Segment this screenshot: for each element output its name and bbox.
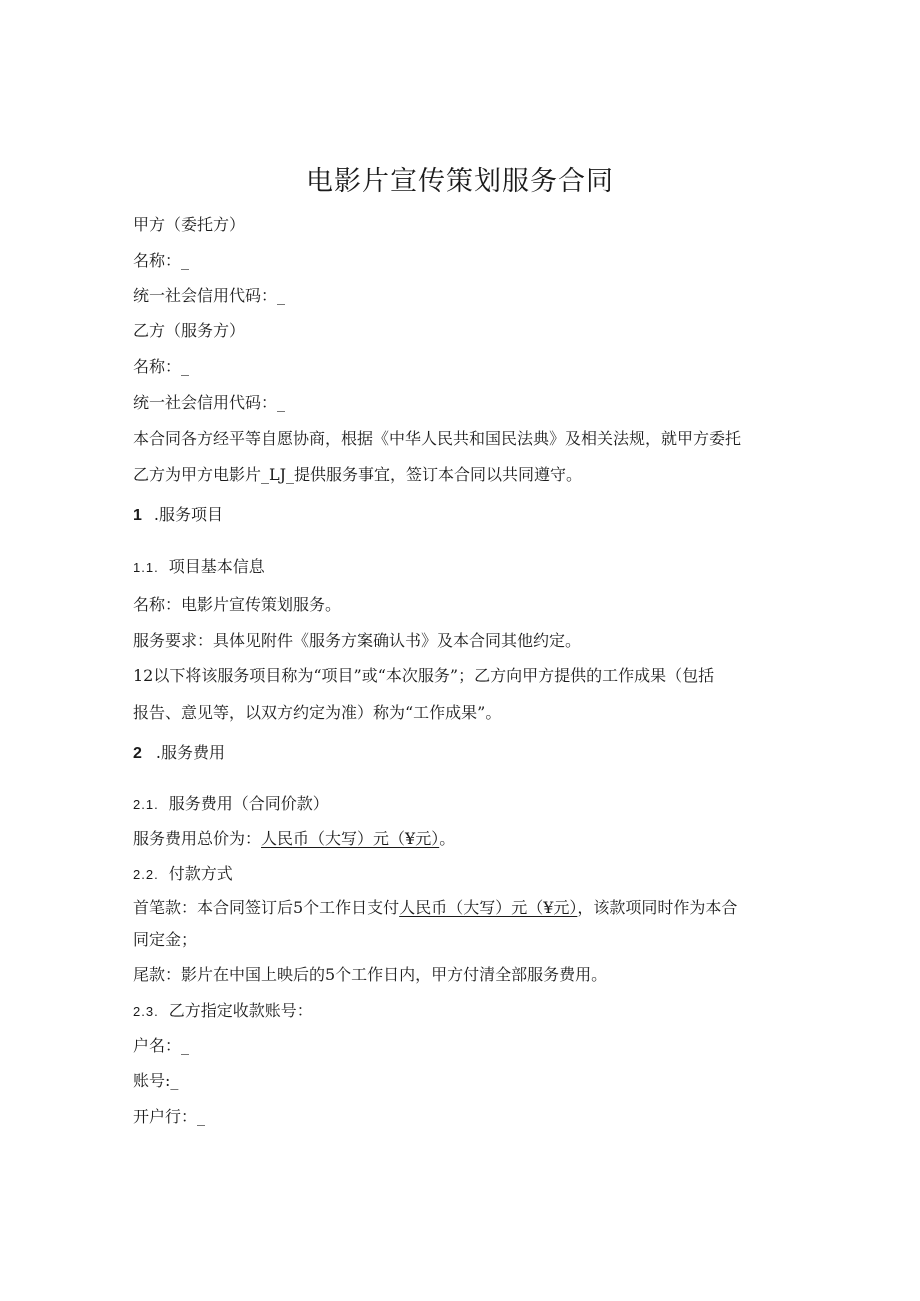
party-a-credit-code: 统一社会信用代码：_ xyxy=(133,286,286,305)
party-a-name: 名称：_ xyxy=(133,251,190,270)
subsection-1-1-title: 项目基本信息 xyxy=(168,557,265,576)
subsection-1-1-number: 1.1. xyxy=(133,560,159,575)
final-payment: 尾款：影片在中国上映后的5个工作日内，甲方付清全部服务费用。 xyxy=(133,965,608,984)
subsection-2-1-number: 2.1. xyxy=(133,797,159,812)
section-1-number: 1 xyxy=(133,507,142,524)
section-1-heading xyxy=(133,503,793,528)
subsection-1-1 xyxy=(133,555,793,580)
service-requirements: 服务要求：具体见附件《服务方案确认书》及本合同其他约定。 xyxy=(133,631,582,650)
subsection-2-2 xyxy=(133,862,793,887)
subsection-2-2-title: 付款方式 xyxy=(168,864,233,883)
section-2-heading xyxy=(133,741,793,766)
subsection-1-2-line-2: 报告、意见等，以双方约定为准）称为“工作成果”。 xyxy=(133,703,502,722)
first-payment-line-2: 同定金； xyxy=(133,930,198,949)
preamble-line-1: 本合同各方经平等自愿协商，根据《中华人民共和国民法典》及相关法规，就甲方委托 xyxy=(133,429,742,448)
party-b-heading: 乙方（服务方） xyxy=(133,321,246,340)
first-payment-amount: 人民币（大写）元（¥元） xyxy=(399,898,578,917)
document-title: 电影片宣传策划服务合同 xyxy=(306,166,614,197)
first-payment-label: 首笔款：本合同签订后5个工作日支付 xyxy=(133,898,400,917)
subsection-2-1 xyxy=(133,792,793,817)
total-fee-label: 服务费用总价为： xyxy=(133,829,262,848)
party-b-credit-code: 统一社会信用代码：_ xyxy=(133,393,286,412)
account-number: 账号:_ xyxy=(133,1071,179,1090)
subsection-1-2-line-1: 12以下将该服务项目称为“项目”或“本次服务”；乙方向甲方提供的工作成果（包括 xyxy=(133,666,715,685)
preamble-line-2: 乙方为甲方电影片_LJ_提供服务事宜，签订本合同以共同遵守。 xyxy=(133,465,583,484)
section-2-title: .服务费用 xyxy=(155,743,225,762)
party-b-name: 名称：_ xyxy=(133,357,190,376)
bank-name: 开户行：_ xyxy=(133,1107,206,1126)
total-fee-amount: 人民币（大写）元（¥元） xyxy=(261,829,440,848)
subsection-2-1-title: 服务费用（合同价款） xyxy=(168,794,329,813)
total-fee-line xyxy=(133,827,793,851)
party-a-heading: 甲方（委托方） xyxy=(133,215,246,234)
total-fee-suffix: 。 xyxy=(439,829,456,848)
first-payment-suffix: ，该款项同时作为本合 xyxy=(577,898,738,917)
subsection-2-3-number: 2.3. xyxy=(133,1004,159,1019)
subsection-2-3-title: 乙方指定收款账号： xyxy=(168,1001,313,1020)
section-1-title: .服务项目 xyxy=(153,505,223,524)
section-2-number: 2 xyxy=(133,745,142,762)
subsection-2-3 xyxy=(133,999,793,1024)
subsection-2-2-number: 2.2. xyxy=(133,867,159,882)
service-name: 名称：电影片宣传策划服务。 xyxy=(133,595,342,614)
first-payment-line-1 xyxy=(133,896,793,920)
account-name: 户名：_ xyxy=(133,1036,190,1055)
